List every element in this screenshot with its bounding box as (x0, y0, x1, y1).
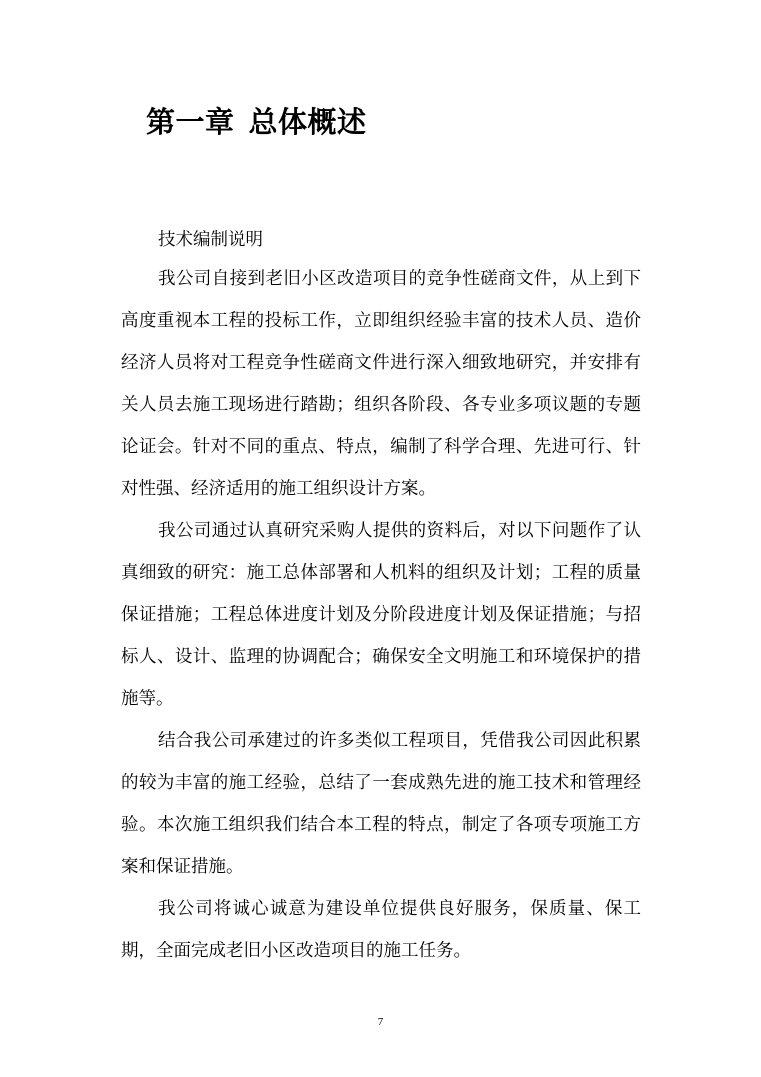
chapter-name: 总体概述 (248, 105, 367, 139)
section-heading: 技术编制说明 (158, 230, 263, 250)
paragraph: 我公司将诚心诚意为建设单位提供良好服务，保质量、保工期，全面完成老旧小区改造项目的施工任务。 (121, 899, 641, 961)
paragraph: 我公司自接到老旧小区改造项目的竞争性磋商文件，从上到下高度重视本工程的投标工作，立即组织经验丰富的技术人员、造价经济人员将对工程竞争性磋商文件进行深入细致地研究，并安排有关人员去施工现场进行踏勘；组织各阶段、各专业多项议题的专题论证会。针对不同的重点、特点，编制了科学合理、先进可行、针对性强、经济适用的施工组织设计方案。 (121, 269, 641, 499)
paragraph: 结合我公司承建过的许多类似工程项目，凭借我公司因此积累的较为丰富的施工经验，总结了一套成熟先进的施工技术和管理经验。本次施工组织我们结合本工程的特点，制定了各项专项施工方案和保证措施。 (121, 731, 641, 877)
body-text (121, 258, 641, 972)
page-number: 7 (377, 1016, 384, 1028)
chapter-title (146, 100, 367, 141)
paragraph: 我公司通过认真研究采购人提供的资料后，对以下问题作了认真细致的研究：施工总体部署和人机料的组织及计划；工程的质量保证措施；工程总体进度计划及分阶段进度计划及保证措施；与招标人、设计、监理的协调配合；确保安全文明施工和环境保护的措施等。 (121, 521, 641, 709)
chapter-number: 第一章 (146, 105, 235, 139)
